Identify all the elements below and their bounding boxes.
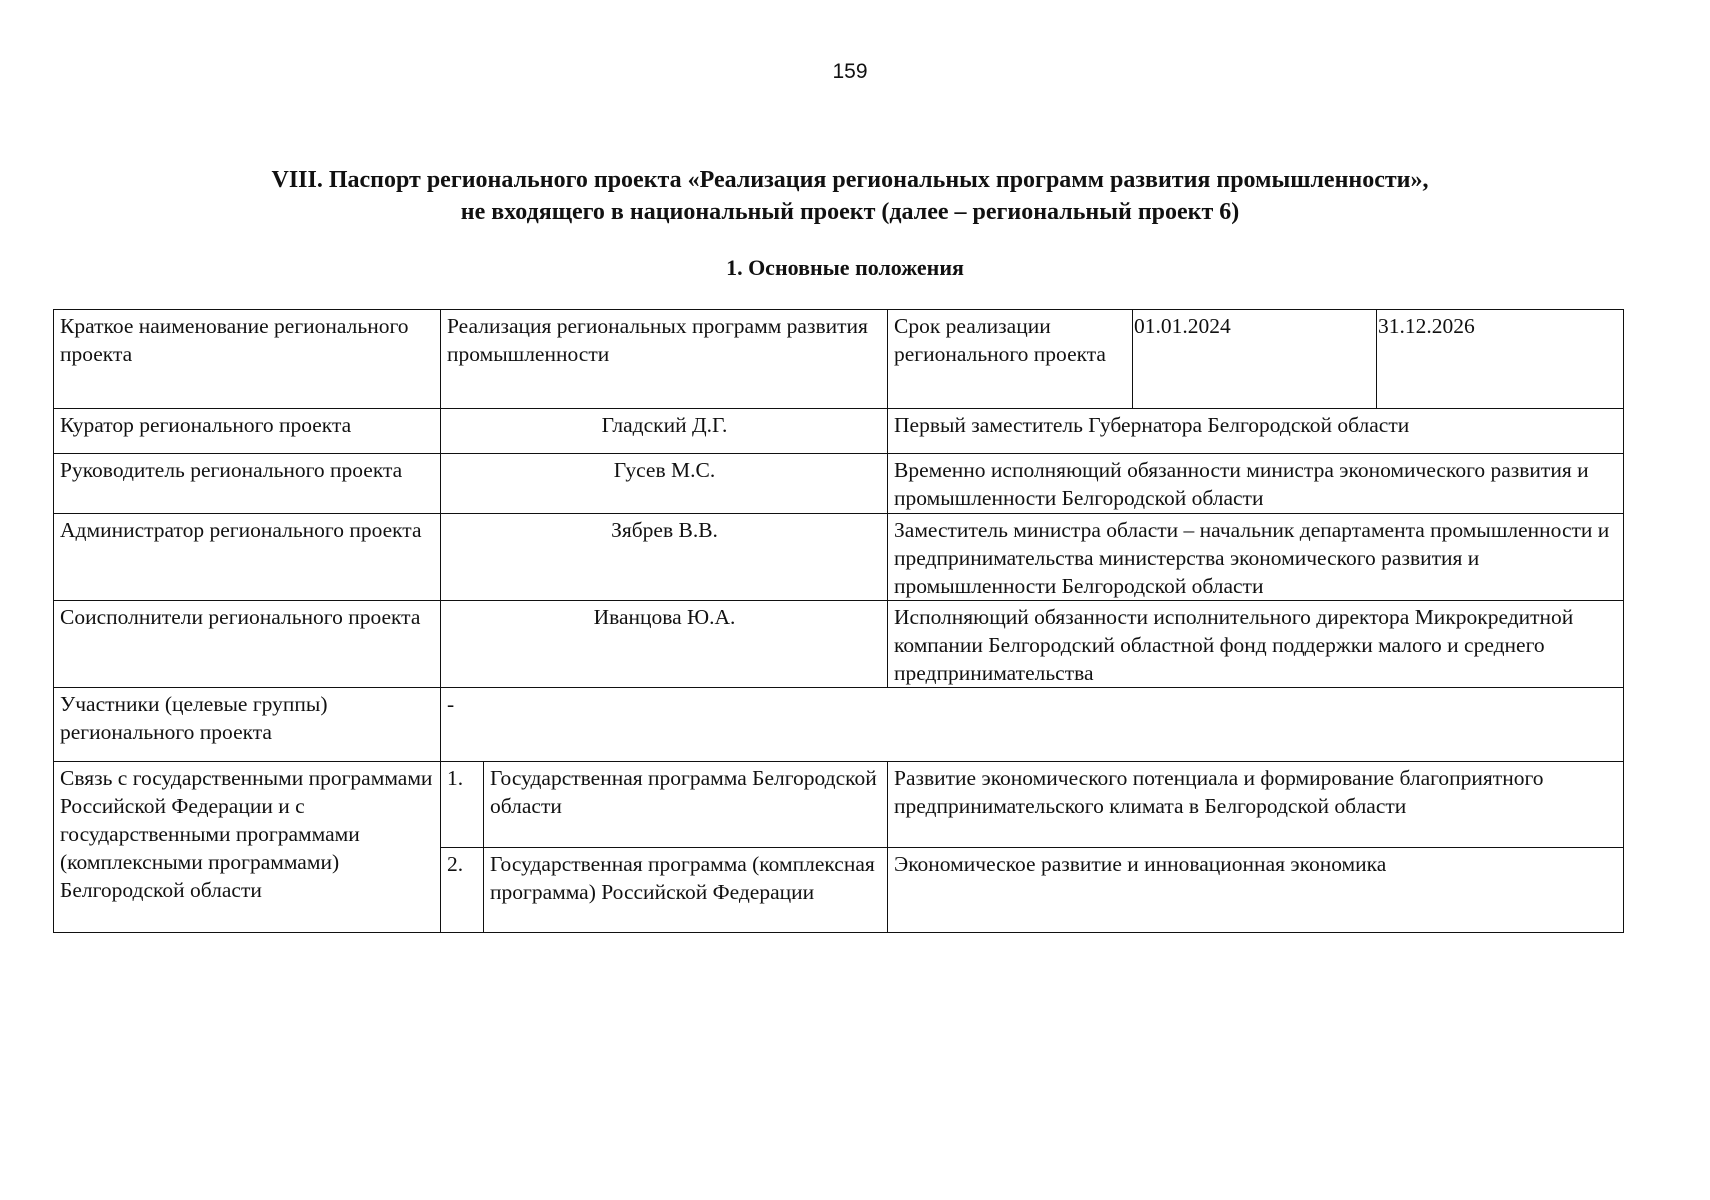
short-name-label: Краткое наименование регионального проекта <box>54 310 441 409</box>
person-name: Зябрев В.В. <box>441 514 888 601</box>
start-date: 01.01.2024 <box>1133 310 1377 409</box>
link-name: Экономическое развитие и инновационная экономика <box>888 848 1624 933</box>
link-name: Развитие экономического потенциала и формирование благоприятного предпринимательского климата в Белгородской области <box>888 762 1624 848</box>
table-row <box>54 514 1624 601</box>
link-number: 1. <box>441 762 484 848</box>
person-label: Куратор регионального проекта <box>54 409 441 454</box>
person-position: Временно исполняющий обязанности министра экономического развития и промышленности Белгородской области <box>888 454 1624 514</box>
title-line-1: VIII. Паспорт регионального проекта «Реализация региональных программ развития промышленности», <box>271 167 1429 193</box>
person-label: Администратор регионального проекта <box>54 514 441 601</box>
link-number: 2. <box>441 848 484 933</box>
table-row <box>54 688 1624 762</box>
end-date: 31.12.2026 <box>1377 310 1624 409</box>
document-title <box>60 164 1640 228</box>
participants-value: - <box>441 688 1624 762</box>
participants-label: Участники (целевые группы) регионального проекта <box>54 688 441 762</box>
short-name-value: Реализация региональных программ развития промышленности <box>441 310 888 409</box>
person-name: Гладский Д.Г. <box>441 409 888 454</box>
table-row <box>54 762 1624 848</box>
table-row <box>54 310 1624 409</box>
person-label: Руководитель регионального проекта <box>54 454 441 514</box>
person-position: Первый заместитель Губернатора Белгородской области <box>888 409 1624 454</box>
links-label: Связь с государственными программами Российской Федерации и с государственными программами (комплексными программами) Белгородской области <box>54 762 441 933</box>
title-line-2: не входящего в национальный проект (далее – региональный проект 6) <box>460 199 1240 225</box>
project-passport-table <box>53 309 1624 933</box>
section-title: 1. Основные положения <box>726 255 964 280</box>
table-row <box>54 601 1624 688</box>
person-name: Иванцова Ю.А. <box>441 601 888 688</box>
person-position: Исполняющий обязанности исполнительного директора Микрокредитной компании Белгородский областной фонд поддержки малого и среднего предпринимательства <box>888 601 1624 688</box>
link-program: Государственная программа (комплексная программа) Российской Федерации <box>484 848 888 933</box>
person-label: Соисполнители регионального проекта <box>54 601 441 688</box>
table-row <box>54 409 1624 454</box>
person-position: Заместитель министра области – начальник департамента промышленности и предпринимательства министерства экономического развития и промышленности Белгородской области <box>888 514 1624 601</box>
person-name: Гусев М.С. <box>441 454 888 514</box>
link-program: Государственная программа Белгородской области <box>484 762 888 848</box>
page-number: 159 <box>832 60 868 83</box>
term-label: Срок реализации регионального проекта <box>888 310 1133 409</box>
table-row <box>54 454 1624 514</box>
